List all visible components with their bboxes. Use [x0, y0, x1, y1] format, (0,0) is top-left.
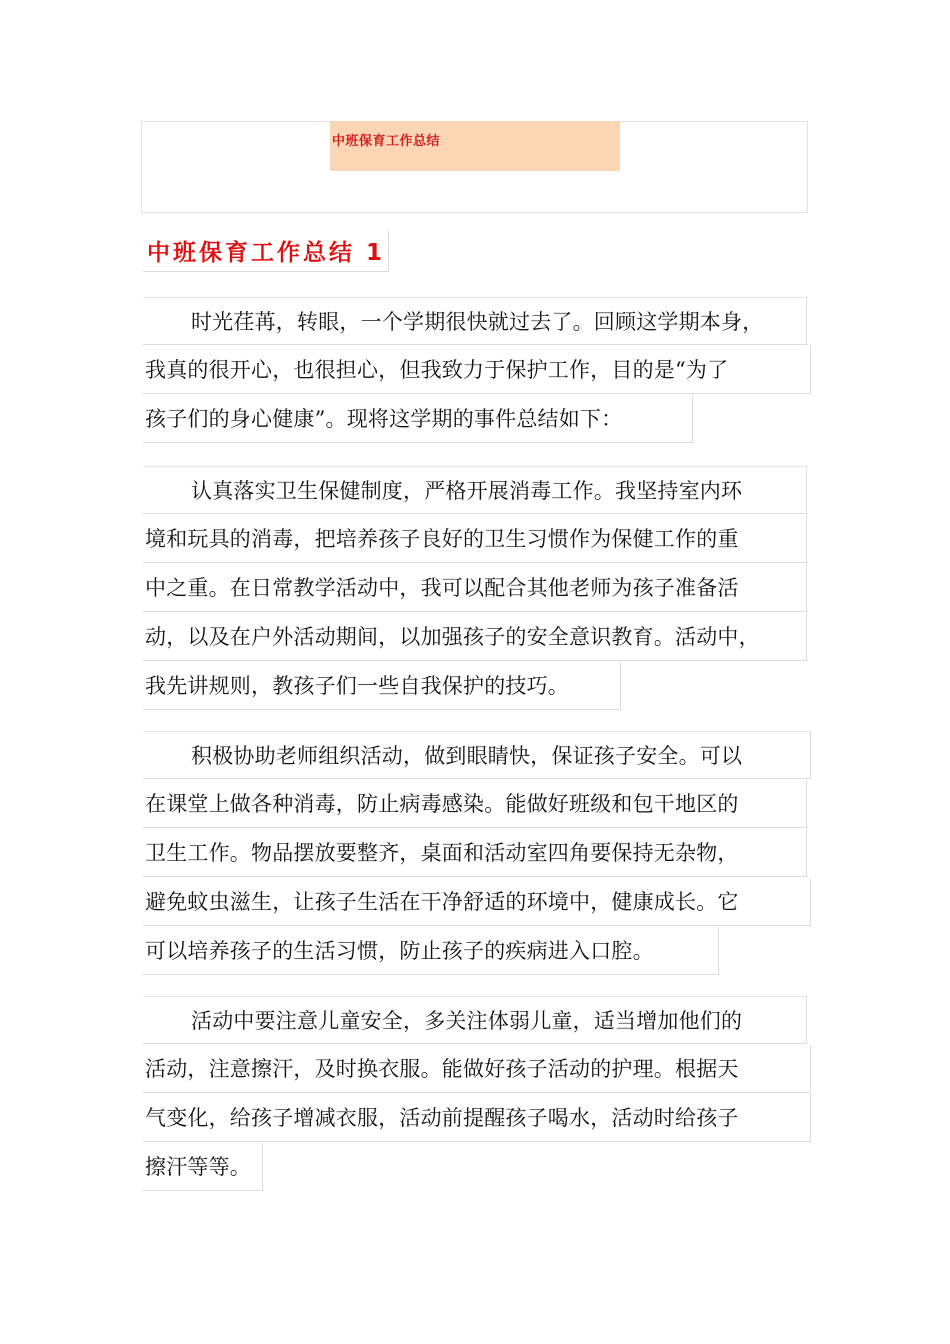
paragraph-line: 时光荏苒，转眼，一个学期很快就过去了。回顾这学期本身，: [143, 297, 807, 345]
paragraph-line: 在课堂上做各种消毒，防止病毒感染。能做好班级和包干地区的: [143, 780, 807, 828]
paragraph-line: 可以培养孩子的生活习惯，防止孩子的疾病进入口腔。: [143, 927, 719, 975]
paragraph-line: 中之重。在日常教学活动中，我可以配合其他老师为孩子准备活: [143, 564, 807, 612]
paragraph-line: 活动中要注意儿童安全，多关注体弱儿童，适当增加他们的: [143, 996, 807, 1044]
paragraph-line: 积极协助老师组织活动，做到眼睛快，保证孩子安全。可以: [143, 731, 811, 779]
paragraph-line: 活动，注意擦汗，及时换衣服。能做好孩子活动的护理。根据天: [143, 1045, 811, 1093]
paragraph-line: 气变化，给孩子增减衣服，活动前提醒孩子喝水，活动时给孩子: [143, 1094, 811, 1142]
paragraph-line: 动，以及在户外活动期间，以加强孩子的安全意识教育。活动中，: [143, 613, 807, 661]
paragraph-line: 擦汗等等。: [143, 1143, 263, 1191]
paragraph-line: 认真落实卫生保健制度，严格开展消毒工作。我坚持室内环: [143, 466, 807, 514]
paragraph-line: 我真的很开心，也很担心，但我致力于保护工作，目的是“为了: [143, 346, 811, 394]
paragraph-line: 避免蚊虫滋生，让孩子生活在干净舒适的环境中，健康成长。它: [143, 878, 811, 926]
section-title: 中班保育工作总结 1: [143, 230, 389, 272]
header-title: 中班保育工作总结: [330, 121, 620, 171]
paragraph-line: 境和玩具的消毒，把培养孩子良好的卫生习惯作为保健工作的重: [143, 515, 807, 563]
paragraph-line: 我先讲规则，教孩子们一些自我保护的技巧。: [143, 662, 621, 710]
paragraph-line: 孩子们的身心健康”。现将这学期的事件总结如下：: [143, 395, 693, 443]
paragraph-line: 卫生工作。物品摆放要整齐，桌面和活动室四角要保持无杂物，: [143, 829, 807, 877]
